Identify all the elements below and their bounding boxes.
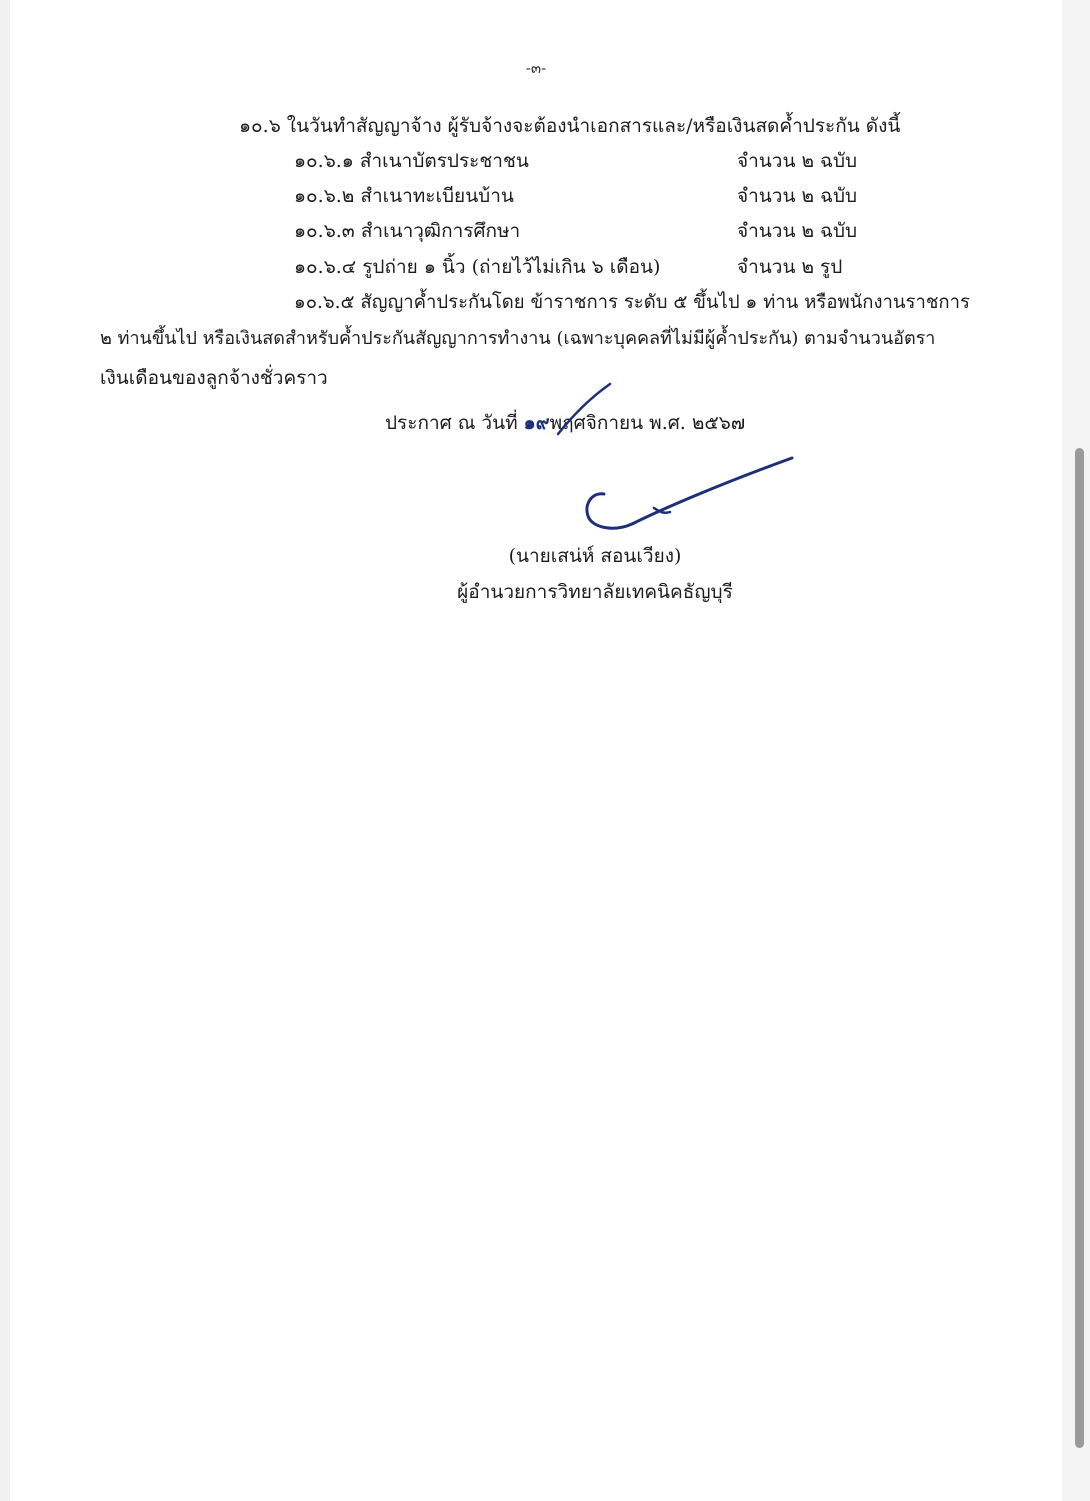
paragraph-line-2: ๒ ท่านขึ้นไป หรือเงินสดสำหรับค้ำประกันสัญญาการทำงาน (เฉพาะบุคคลที่ไม่มีผู้ค้ำประกัน) ตามจำนวนอัตรา — [100, 328, 936, 349]
item-qty-3: จำนวน ๒ ฉบับ — [737, 220, 858, 242]
scrollbar-thumb[interactable] — [1075, 448, 1084, 1448]
handwritten-day: ๑๙ — [523, 412, 550, 434]
signature — [570, 448, 810, 548]
announcement-prefix: ประกาศ ณ วันที่ — [385, 412, 524, 434]
item-label-1: ๑๐.๖.๑ สำเนาบัตรประชาชน — [294, 150, 529, 172]
handwritten-date-stroke — [550, 380, 620, 440]
section-heading: ๑๐.๖ ในวันทำสัญญาจ้าง ผู้รับจ้างจะต้องนำเอกสารและ/หรือเงินสดค้ำประกัน ดังนี้ — [239, 115, 901, 137]
page-number: -๓- — [525, 59, 547, 77]
item-qty-4: จำนวน ๒ รูป — [737, 256, 843, 278]
scrollbar-track[interactable] — [1062, 0, 1090, 1501]
signatory-title: ผู้อำนวยการวิทยาลัยเทคนิคธัญบุรี — [457, 581, 733, 603]
item-label-2: ๑๐.๖.๒ สำเนาทะเบียนบ้าน — [294, 185, 514, 207]
document-page — [10, 0, 1062, 1501]
item-label-4: ๑๐.๖.๔ รูปถ่าย ๑ นิ้ว (ถ่ายไว้ไม่เกิน ๖ เดือน) — [294, 256, 661, 278]
item-qty-1: จำนวน ๒ ฉบับ — [737, 150, 858, 172]
paragraph-line-3: เงินเดือนของลูกจ้างชั่วคราว — [100, 367, 328, 389]
signatory-name: (นายเสน่ห์ สอนเวียง) — [508, 545, 682, 567]
item-qty-2: จำนวน ๒ ฉบับ — [737, 185, 858, 207]
announcement-suffix: พฤศจิกายน พ.ศ. ๒๕๖๗ — [549, 412, 746, 434]
item-label-3: ๑๐.๖.๓ สำเนาวุฒิการศึกษา — [294, 220, 521, 242]
paragraph-line-1: ๑๐.๖.๕ สัญญาค้ำประกันโดย ข้าราชการ ระดับ ๕ ขึ้นไป ๑ ท่าน หรือพนักงานราชการ — [294, 292, 970, 313]
